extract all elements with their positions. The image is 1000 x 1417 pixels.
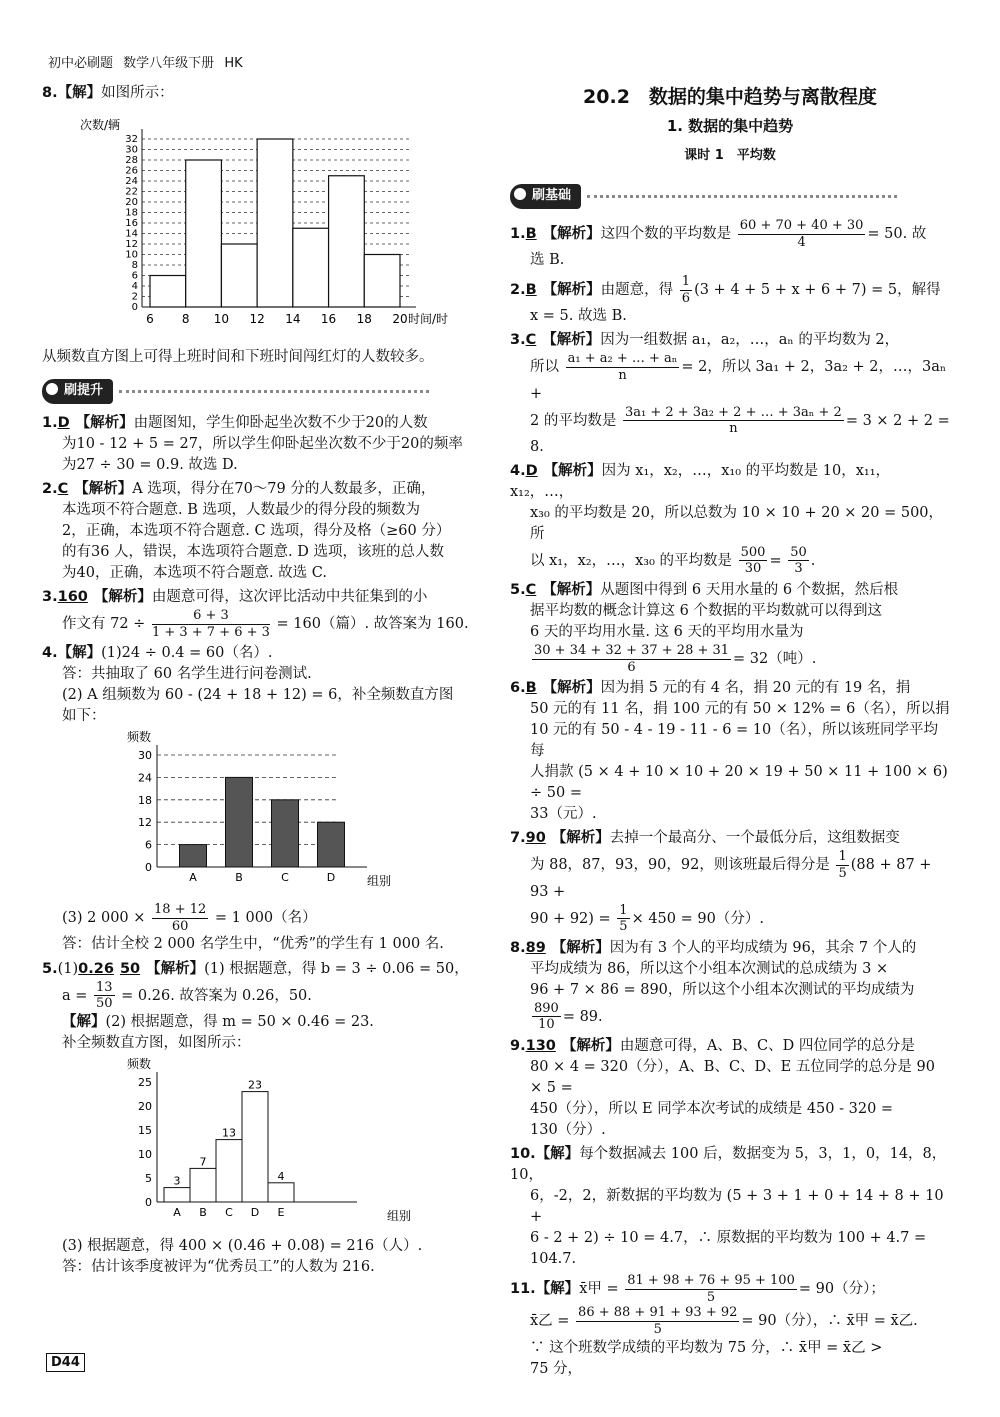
- numerator: 6 + 3: [152, 608, 270, 625]
- histogram-bar: [150, 276, 186, 308]
- expr-text: 90 + 92) =: [530, 910, 611, 927]
- q-number: 6.: [510, 680, 526, 697]
- histogram-bar: [293, 228, 329, 307]
- q-number: 7.: [510, 830, 526, 847]
- answer-tag: 【解析】: [542, 226, 601, 243]
- x-tick-label: C: [281, 871, 289, 885]
- q-line: [42, 608, 487, 640]
- q-line: 由题图知，学生仰卧起坐次数不少于20的人数: [133, 414, 428, 431]
- q-number: 11.: [510, 1281, 536, 1298]
- q-number: 9.: [510, 1038, 526, 1055]
- x-tick-label: A: [189, 871, 197, 885]
- right-q4: [510, 461, 950, 577]
- numerator: 86 + 88 + 91 + 93 + 92: [578, 1305, 738, 1321]
- expr-text: 所以: [530, 359, 559, 376]
- x-tick-label: C: [225, 1205, 233, 1219]
- expr-text: 由题意，得: [600, 282, 674, 299]
- answer: C: [57, 480, 69, 497]
- section-badge: [42, 379, 429, 404]
- right-column: [510, 80, 950, 1383]
- q-line: 因为有 3 个人的平均成绩为 96，其余 7 个人的: [609, 939, 917, 956]
- left-q5: [42, 959, 487, 1278]
- histogram-bar: [186, 160, 222, 307]
- q-line: [510, 903, 950, 935]
- fraction: [625, 1273, 797, 1305]
- header-edition: HK: [224, 56, 243, 71]
- q-line: 因为 x₁，x₂，…，x₁₀ 的平均数是 10，x₁₁，x₁₂，…，: [510, 462, 891, 500]
- badge-divider: [587, 195, 897, 198]
- right-q5: [510, 580, 950, 675]
- denominator: 1 + 3 + 7 + 6 + 3: [151, 624, 270, 640]
- q-line: 由题意可得，这次评比活动中共征集到的小: [151, 589, 428, 606]
- expr-text: × 450 = 90（分）.: [631, 910, 764, 927]
- numerator: 18 + 12: [154, 902, 207, 918]
- fraction: [566, 351, 680, 383]
- bar: [268, 1183, 294, 1202]
- section-badge: [510, 184, 897, 209]
- q-line: 80 × 4 = 320（分），A、B、C、D、E 五位同学的总分是 90 × 5 =: [530, 1059, 935, 1097]
- answer: B: [525, 282, 537, 299]
- left-q4: [42, 643, 487, 955]
- y-tick-label: 30: [138, 749, 152, 763]
- data-label: 3: [173, 1174, 181, 1188]
- numerator: 13: [96, 979, 113, 995]
- page-number: D44: [46, 1353, 85, 1372]
- y-tick-label: 16: [125, 218, 138, 230]
- q-number: 2.: [42, 480, 58, 497]
- answer: D: [525, 462, 538, 479]
- q-line: 130（分）.: [530, 1122, 606, 1139]
- expr-text: a =: [62, 987, 88, 1004]
- q-number: 2.: [510, 282, 526, 299]
- y-tick-label: 14: [125, 228, 138, 240]
- q-line: [510, 1305, 950, 1337]
- histogram-groups-4: [42, 727, 462, 895]
- answer: 130: [525, 1038, 556, 1055]
- y-tick-label: 24: [125, 176, 138, 188]
- y-tick-label: 0: [131, 302, 138, 314]
- left-q8-conclusion: 从频数直方图上可得上班时间和下班时间闯红灯的人数较多。: [42, 349, 434, 366]
- badge-divider: [119, 390, 429, 393]
- expr-text: = 2，所以 3a₁ + 2，3a₂ + 2，…，3aₙ +: [530, 359, 947, 402]
- histogram-bar: [221, 244, 257, 307]
- answer-tag: 【解析】: [542, 582, 601, 599]
- y-tick-label: 6: [145, 838, 152, 852]
- answer-tag: 【解析】: [542, 332, 601, 349]
- histogram-bar: [329, 176, 365, 307]
- denominator: 5: [653, 1322, 662, 1337]
- answer-tag: 【解析】: [561, 1038, 620, 1055]
- fraction: [152, 608, 270, 640]
- expr-text: (3 + 4 + 5 + x + 6 + 7) = 5，解得: [694, 282, 941, 299]
- right-q6: [510, 678, 950, 825]
- left-q1: [42, 413, 487, 476]
- answer: C: [525, 332, 537, 349]
- expr-text: 为 88，87，93，90，92，则该班最后得分是: [530, 857, 830, 874]
- numerator: 3a₁ + 2 + 3a₂ + 2 + … + 3aₙ + 2: [624, 404, 842, 420]
- section-subtitle: 1. 数据的集中趋势: [666, 116, 794, 135]
- q-line: 从题图中得到 6 天用水量的 6 个数据，然后根: [600, 582, 899, 599]
- answer-tag: 【解】: [57, 645, 102, 662]
- q-number: 8.: [510, 939, 526, 956]
- expr-text: (3) 2 000 ×: [62, 910, 146, 927]
- denominator: n: [618, 368, 627, 383]
- x-tick-label: D: [326, 871, 336, 885]
- q-line: [510, 351, 950, 404]
- q-line: 为27 ÷ 30 = 0.9. 故选 D.: [62, 456, 238, 473]
- q-line: (1)24 ÷ 0.4 = 60（名）.: [101, 645, 273, 662]
- x-tick-label: 14: [285, 312, 301, 327]
- fraction: [788, 545, 809, 577]
- numerator: 1: [838, 849, 847, 865]
- bar: [216, 1139, 242, 1201]
- denominator: 4: [797, 234, 806, 250]
- numerator: 60 + 70 + 40 + 30: [739, 217, 864, 233]
- y-tick-label: 20: [138, 1099, 152, 1113]
- q-line: [42, 1012, 487, 1033]
- x-tick-label: E: [277, 1205, 285, 1219]
- answer-tag: 【解析】: [74, 480, 133, 497]
- q-line: 据平均数的概念计算这 6 个数据的平均数就可以得到这: [530, 603, 882, 620]
- denominator: 6: [627, 659, 636, 675]
- y-tick-label: 10: [125, 249, 138, 261]
- q-line: [42, 902, 487, 934]
- q-line: 答：估计全校 2 000 名学生中，“优秀”的学生有 1 000 名.: [62, 936, 444, 953]
- q-line: 104.7.: [530, 1251, 577, 1268]
- y-tick-label: 28: [125, 155, 138, 167]
- x-tick-label: 18: [356, 312, 372, 327]
- q-line: ∵ 这个班数学成绩的平均数为 75 分，∴ x̄甲 = x̄乙 >: [530, 1339, 883, 1356]
- denominator: 5: [706, 1289, 716, 1305]
- numerator: 50: [790, 544, 807, 560]
- y-tick-label: 30: [125, 144, 138, 156]
- badge-label: 刷基础: [510, 184, 581, 209]
- denominator: 5: [838, 866, 847, 882]
- right-q3: [510, 330, 950, 457]
- answer: B: [525, 226, 537, 243]
- denominator: n: [729, 421, 738, 437]
- q-number: 8.: [42, 85, 58, 101]
- x-tick-label: 8: [181, 312, 190, 327]
- expr-text: 以 x₁，x₂，…，x₃₀ 的平均数是: [530, 552, 733, 569]
- x-tick-label: D: [250, 1205, 260, 1219]
- expr-text: x̄乙 =: [530, 1313, 570, 1330]
- y-tick-label: 5: [145, 1171, 152, 1185]
- fraction: [152, 902, 208, 934]
- numerator: 890: [534, 1000, 559, 1016]
- answer-tag: 【解析】: [146, 960, 205, 977]
- q-line: [510, 545, 950, 577]
- q-line: 选 B.: [530, 252, 565, 269]
- q-line: 人捐款 (5 × 4 + 10 × 10 + 20 × 19 + 50 × 11 + 100 × 6) ÷ 50 =: [530, 764, 948, 802]
- x-tick-label: B: [199, 1205, 207, 1219]
- expr-text: 这四个数的平均数是: [600, 226, 732, 243]
- header-book: 初中必刷题: [48, 56, 114, 71]
- q-line: [42, 980, 487, 1012]
- histogram-vehicles: [42, 107, 487, 337]
- y-tick-label: 10: [138, 1147, 152, 1161]
- bar: [226, 778, 253, 868]
- expr-text: = 160（篇）. 故答案为 160.: [276, 616, 469, 633]
- right-q11: [510, 1273, 950, 1379]
- expr-text: = 0.26. 故答案为 0.26，50.: [121, 987, 312, 1004]
- y-tick-label: 20: [125, 197, 138, 209]
- bar: [272, 800, 299, 867]
- q-line: [510, 405, 950, 458]
- expr-text: = 32（吨）.: [733, 651, 817, 668]
- q-line: 平均成绩为 86，所以这个小组本次测试的总成绩为 3 ×: [530, 960, 889, 977]
- q-line: x₃₀ 的平均数是 20，所以总数为 10 × 10 + 20 × 20 = 500，所: [530, 504, 944, 542]
- data-label: 13: [222, 1126, 236, 1140]
- q-number: 4.: [510, 462, 526, 479]
- q-line: 10 元的有 50 - 4 - 19 - 11 - 6 = 10（名），所以该班同学平均每: [530, 722, 939, 760]
- fraction: [739, 545, 768, 577]
- q-line: 50 元的有 11 名，捐 100 元的有 50 × 12% = 6（名），所以捐: [530, 701, 950, 718]
- answer-tag: 【解】: [62, 1013, 106, 1030]
- expr-text: .: [810, 552, 816, 569]
- q-number: 1.: [510, 226, 526, 243]
- x-tick-label: 20: [392, 312, 408, 327]
- denominator: 6: [681, 290, 691, 306]
- expr-text: = 90（分）；: [798, 1281, 885, 1298]
- q-line: 因为捐 5 元的有 4 名，捐 20 元的有 19 名，捐: [600, 680, 911, 697]
- expr-text: 作文有 72 ÷: [62, 616, 146, 633]
- numerator: a₁ + a₂ + … + aₙ: [567, 351, 678, 367]
- bar: [190, 1168, 216, 1202]
- y-tick-label: 18: [138, 794, 152, 808]
- q-number: 3.: [42, 589, 58, 606]
- y-tick-label: 15: [138, 1123, 152, 1137]
- q-line: 为40，正确，本选项不符合题意. 故选 C.: [62, 565, 327, 581]
- x-tick-label: 12: [249, 312, 265, 327]
- numerator: 1: [619, 902, 628, 918]
- denominator: 50: [96, 996, 113, 1012]
- lesson-title: 课时 1 平均数: [684, 148, 776, 164]
- answer: 0.26: [78, 960, 114, 977]
- y-tick-label: 0: [145, 1195, 152, 1209]
- x-axis-label: 组别: [367, 874, 392, 889]
- bar: [318, 822, 345, 867]
- q-line: 本选项不符合题意. B 选项，人数最少的得分段的频数为: [62, 501, 420, 518]
- answer-tag: 【解析】: [93, 589, 152, 606]
- answer-tag: 【解析】: [543, 462, 602, 479]
- numerator: 30 + 34 + 32 + 37 + 28 + 31: [534, 643, 730, 659]
- answer-tag: 【解】: [535, 1146, 580, 1163]
- section-title: 20.2 数据的集中趋势与离散程度: [583, 86, 877, 108]
- left-q2: [42, 479, 487, 584]
- q-line: (2) A 组频数为 60 - (24 + 18 + 12) = 6，补全频数直方图: [62, 687, 454, 704]
- histogram-bar: [257, 139, 293, 307]
- expr-text: = 89.: [562, 1008, 603, 1025]
- answer-tag: 【解析】: [75, 414, 134, 431]
- q-line: [510, 1001, 950, 1033]
- right-q8: [510, 938, 950, 1033]
- q-number: 4.: [42, 645, 58, 662]
- histogram-bar: [364, 255, 400, 308]
- y-tick-label: 4: [131, 281, 138, 293]
- expr-text: 2 的平均数是: [530, 412, 617, 429]
- q-line: A 选项，得分在70～79 分的人数最多，正确，: [132, 480, 436, 497]
- fraction: [576, 1305, 739, 1337]
- answer: 90: [525, 830, 546, 847]
- q-text: (1): [57, 960, 79, 977]
- right-q7: [510, 828, 950, 934]
- q-line: 的有36 人，错误，本选项符合题意. D 选项，该班的总人数: [62, 543, 445, 560]
- left-q3: [42, 587, 487, 640]
- x-tick-label: A: [173, 1205, 181, 1219]
- x-tick-label: 6: [146, 312, 154, 327]
- numerator: 500: [740, 544, 766, 560]
- answer: C: [525, 582, 537, 599]
- fraction: [836, 849, 848, 881]
- histogram-groups-5: [42, 1054, 462, 1229]
- q-line: 因为一组数据 a₁，a₂，…，aₙ 的平均数为 2，: [600, 332, 900, 349]
- fraction: [94, 980, 115, 1012]
- expr-text: = 1 000（名）: [214, 910, 317, 927]
- q-number: 5.: [42, 960, 58, 977]
- answer-tag: 【解析】: [542, 680, 601, 697]
- q-line: (1) 根据题意，得 b = 3 ÷ 0.06 = 50，: [204, 960, 469, 977]
- answer-tag: 【解析】: [551, 830, 610, 847]
- expr-text: = 50. 故: [867, 226, 927, 243]
- y-axis-label: 次数/辆: [80, 118, 121, 133]
- y-tick-label: 22: [125, 186, 138, 198]
- q-line: 2，正确，本选项不符合题意. C 选项，得分及格（≥60 分）: [62, 522, 451, 539]
- q-number: 1.: [42, 414, 58, 431]
- q-line: 为10 - 12 + 5 = 27，所以学生仰卧起坐次数不少于20的频率: [62, 435, 463, 452]
- fraction: [532, 643, 731, 675]
- expr-text: =: [769, 552, 782, 569]
- y-tick-label: 8: [131, 260, 138, 272]
- denominator: 10: [538, 1017, 555, 1033]
- x-tick-label: 16: [320, 312, 337, 327]
- answer-tag: 【解】: [535, 1281, 580, 1298]
- x-tick-label: B: [235, 871, 243, 885]
- q-line: [510, 643, 950, 675]
- right-q9: [510, 1036, 950, 1141]
- right-q1: [510, 218, 950, 271]
- running-header: [48, 52, 243, 71]
- q-line: 如下：: [62, 708, 106, 725]
- numerator: 1: [681, 274, 691, 290]
- expr-text: = 3 × 2 + 2 = 8.: [530, 412, 950, 455]
- q-number: 5.: [510, 582, 526, 599]
- data-label: 4: [277, 1169, 285, 1183]
- answer: 160: [57, 589, 88, 606]
- data-label: 23: [248, 1078, 262, 1092]
- badge-label: 刷提升: [42, 379, 113, 404]
- left-q8: [42, 83, 487, 104]
- q-line: 6 天的平均用水量. 这 6 天的平均用水量为: [530, 624, 804, 641]
- answer-tag: 【解析】: [542, 282, 601, 299]
- denominator: 30: [744, 561, 762, 577]
- q-line: 去掉一个最高分、一个最低分后，这组数据变: [609, 830, 900, 847]
- answer: 50: [119, 960, 141, 977]
- y-tick-label: 12: [138, 816, 152, 830]
- y-tick-label: 6: [131, 270, 138, 282]
- q-line: x = 5. 故选 B.: [530, 308, 627, 325]
- x-tick-label: 10: [213, 312, 230, 327]
- q-line: 75 分，: [530, 1360, 583, 1377]
- q-line: 450（分），所以 E 同学本次考试的成绩是 450 - 320 =: [530, 1101, 894, 1118]
- expr-text: x̄甲 =: [579, 1281, 619, 1298]
- fraction: [532, 1001, 561, 1033]
- q-line: 96 + 7 × 86 = 890，所以这个小组本次测试的平均成绩为: [530, 981, 915, 998]
- y-tick-label: 0: [145, 861, 152, 875]
- right-q10: [510, 1144, 950, 1270]
- y-tick-label: 32: [125, 134, 138, 146]
- right-q2: [510, 274, 950, 327]
- answer-tag: 【解】: [57, 85, 102, 101]
- q-number: 10.: [510, 1146, 536, 1163]
- answer-tag: 【解析】: [551, 939, 610, 956]
- y-tick-label: 2: [131, 291, 138, 303]
- answer: D: [57, 414, 70, 431]
- y-axis-label: 频数: [127, 730, 152, 745]
- data-label: 7: [199, 1155, 207, 1169]
- numerator: 81 + 98 + 76 + 95 + 100: [627, 1273, 795, 1289]
- fraction: [738, 218, 866, 250]
- q-line: 补全频数直方图，如图所示：: [62, 1034, 251, 1051]
- q-line: (3) 根据题意，得 400 × (0.46 + 0.08) = 216（人）.: [62, 1237, 423, 1254]
- answer: 89: [525, 939, 546, 956]
- fraction: [617, 903, 629, 935]
- fraction: [680, 274, 692, 306]
- left-column: [42, 80, 487, 1281]
- expr-text: = 90（分），∴ x̄甲 = x̄乙.: [741, 1313, 918, 1330]
- y-tick-label: 18: [125, 207, 138, 219]
- q-line: 6，-2，2，新数据的平均数为 (5 + 3 + 1 + 0 + 14 + 8 + 10 +: [530, 1188, 944, 1226]
- y-tick-label: 26: [125, 165, 138, 177]
- answer: B: [525, 680, 537, 697]
- q-line: 答：共抽取了 60 名学生进行问卷测试.: [62, 666, 312, 683]
- q-line: 6 - 2 + 2) ÷ 10 = 4.7，∴ 原数据的平均数为 100 + 4.7 =: [530, 1230, 927, 1247]
- y-tick-label: 25: [138, 1075, 152, 1089]
- q-line: 每个数据减去 100 后，数据变为 5，3，1，0，14，8，10，: [510, 1146, 947, 1184]
- denominator: 3: [794, 561, 803, 577]
- header-subject: 数学八年级下册: [123, 56, 215, 71]
- bar: [164, 1187, 190, 1201]
- q-text: (2) 根据题意，得 m = 50 × 0.46 = 23.: [105, 1013, 374, 1030]
- bar: [180, 845, 207, 867]
- q-line: 答：估计该季度被评为“优秀员工”的人数为 216.: [62, 1258, 375, 1275]
- y-tick-label: 24: [138, 771, 152, 785]
- x-axis-label: 时间/时: [408, 312, 449, 327]
- q-text: 如图所示：: [101, 85, 174, 101]
- q-number: 3.: [510, 332, 526, 349]
- y-tick-label: 12: [125, 239, 138, 251]
- q-line: 33（元）.: [530, 806, 597, 823]
- y-axis-label: 频数: [127, 1056, 152, 1071]
- expr-text: (88 + 87 + 93 +: [530, 857, 932, 900]
- bar: [242, 1091, 268, 1201]
- fraction: [623, 405, 844, 437]
- denominator: 5: [619, 919, 628, 935]
- q-line: 由题意可得，A、B、C、D 四位同学的总分是: [619, 1038, 915, 1055]
- x-axis-label: 组别: [387, 1208, 412, 1223]
- q-line: [510, 849, 950, 902]
- denominator: 60: [171, 918, 189, 934]
